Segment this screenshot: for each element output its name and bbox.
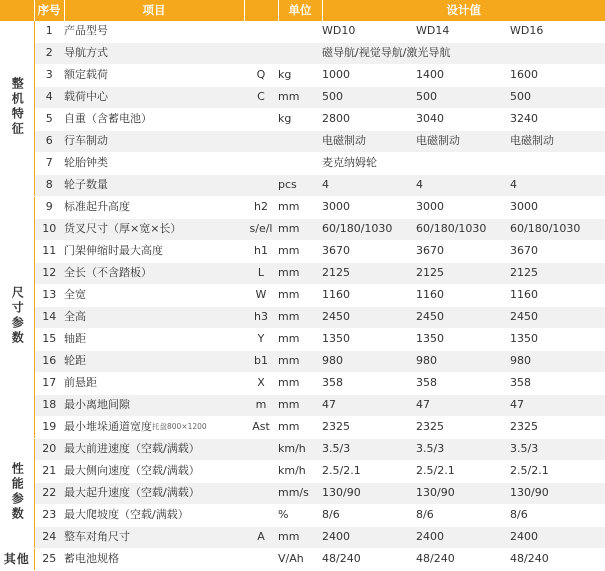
row-unit: mm — [278, 395, 322, 417]
row-symbol: Ast — [244, 417, 278, 439]
row-value-1: 130/90 — [322, 483, 416, 505]
row-item: 最大前进速度（空载/满载） — [64, 439, 244, 461]
row-value-2: 2450 — [416, 307, 510, 329]
row-value-2: 3000 — [416, 197, 510, 219]
table-row — [0, 505, 605, 527]
row-item: 货叉尺寸（厚×宽×长） — [64, 219, 244, 241]
row-no: 13 — [34, 285, 64, 307]
row-no: 17 — [34, 373, 64, 395]
row-unit — [278, 153, 322, 175]
row-item: 最大爬坡度（空载/满载） — [64, 505, 244, 527]
row-value-3: 3670 — [510, 241, 605, 263]
row-no: 21 — [34, 461, 64, 483]
table-row — [0, 219, 605, 241]
row-value-1: 3670 — [322, 241, 416, 263]
row-item: 标准起升高度 — [64, 197, 244, 219]
row-value-2: 980 — [416, 351, 510, 373]
row-no: 2 — [34, 43, 64, 65]
row-no: 20 — [34, 439, 64, 461]
row-value-3: 48/240 — [510, 549, 605, 571]
row-no: 23 — [34, 505, 64, 527]
row-value-3: 1350 — [510, 329, 605, 351]
group-label-dimensions: 尺寸参数 — [0, 197, 34, 439]
table-row — [0, 21, 605, 43]
row-item-label: 最小堆垛通道宽度 — [64, 420, 152, 434]
row-symbol: C — [244, 87, 278, 109]
row-unit: mm — [278, 329, 322, 351]
row-value-3: 8/6 — [510, 505, 605, 527]
row-no: 14 — [34, 307, 64, 329]
table-row — [0, 417, 605, 439]
row-value-2: 48/240 — [416, 549, 510, 571]
row-symbol: h2 — [244, 197, 278, 219]
table-row — [0, 329, 605, 351]
row-item: 导航方式 — [64, 43, 244, 65]
row-value-2: WD14 — [416, 21, 510, 43]
row-value-1: 47 — [322, 395, 416, 417]
row-value-1: 2450 — [322, 307, 416, 329]
table-row — [0, 175, 605, 197]
row-no: 15 — [34, 329, 64, 351]
row-value-3: 1600 — [510, 65, 605, 87]
row-item: 轮距 — [64, 351, 244, 373]
row-value-2: 500 — [416, 87, 510, 109]
row-value-2: 2325 — [416, 417, 510, 439]
row-item: 轮子数量 — [64, 175, 244, 197]
row-value-1: 2.5/2.1 — [322, 461, 416, 483]
row-value-1: 3000 — [322, 197, 416, 219]
table-row — [0, 131, 605, 153]
row-value-3: 3240 — [510, 109, 605, 131]
row-no: 1 — [34, 21, 64, 43]
row-unit — [278, 43, 322, 65]
row-value-1: 2325 — [322, 417, 416, 439]
row-unit: V/Ah — [278, 549, 322, 571]
row-item: 轴距 — [64, 329, 244, 351]
row-no: 5 — [34, 109, 64, 131]
table-row — [0, 285, 605, 307]
row-value-3: 1160 — [510, 285, 605, 307]
row-item: 最小离地间隙 — [64, 395, 244, 417]
row-symbol: W — [244, 285, 278, 307]
row-unit: mm — [278, 285, 322, 307]
row-value-3: 2325 — [510, 417, 605, 439]
row-value-2: 1160 — [416, 285, 510, 307]
row-value-2: 60/180/1030 — [416, 219, 510, 241]
row-value-1: 358 — [322, 373, 416, 395]
row-item: 门架伸缩时最大高度 — [64, 241, 244, 263]
row-value-2: 3040 — [416, 109, 510, 131]
row-item: 全宽 — [64, 285, 244, 307]
row-no: 10 — [34, 219, 64, 241]
row-value-1: 3.5/3 — [322, 439, 416, 461]
row-symbol — [244, 131, 278, 153]
row-no: 22 — [34, 483, 64, 505]
header-item: 项目 — [64, 0, 244, 21]
row-symbol — [244, 461, 278, 483]
row-item: 前悬距 — [64, 373, 244, 395]
row-item: 轮胎钟类 — [64, 153, 244, 175]
row-value-3: 2450 — [510, 307, 605, 329]
row-symbol — [244, 175, 278, 197]
row-unit: kg — [278, 109, 322, 131]
row-no: 8 — [34, 175, 64, 197]
row-unit — [278, 131, 322, 153]
row-item: 载荷中心 — [64, 87, 244, 109]
row-value-2: 1350 — [416, 329, 510, 351]
row-value-2: 358 — [416, 373, 510, 395]
table-row — [0, 307, 605, 329]
table-row — [0, 439, 605, 461]
row-symbol: s/e/l — [244, 219, 278, 241]
row-item: 最大侧向速度（空载/满载） — [64, 461, 244, 483]
row-value-3: 4 — [510, 175, 605, 197]
row-value-3: 电磁制动 — [510, 131, 605, 153]
row-unit: mm — [278, 197, 322, 219]
row-item — [64, 417, 244, 439]
row-value-2: 电磁制动 — [416, 131, 510, 153]
table-header — [0, 0, 605, 21]
row-value-1: 8/6 — [322, 505, 416, 527]
row-unit: mm — [278, 87, 322, 109]
row-symbol: X — [244, 373, 278, 395]
row-symbol — [244, 153, 278, 175]
row-item: 最大起升速度（空载/满载） — [64, 483, 244, 505]
header-values: 设计值 — [322, 0, 605, 21]
row-item: 全长（不含踏板） — [64, 263, 244, 285]
table-row — [0, 461, 605, 483]
row-no: 6 — [34, 131, 64, 153]
row-no: 18 — [34, 395, 64, 417]
row-value-1: 60/180/1030 — [322, 219, 416, 241]
group-label-performance: 性能参数 — [0, 439, 34, 549]
row-value-2: 2400 — [416, 527, 510, 549]
row-value-3: 60/180/1030 — [510, 219, 605, 241]
row-unit: % — [278, 505, 322, 527]
row-value-1: 2800 — [322, 109, 416, 131]
row-item: 自重（含蓄电池） — [64, 109, 244, 131]
row-no: 9 — [34, 197, 64, 219]
row-value-3: 130/90 — [510, 483, 605, 505]
row-value-2: 2125 — [416, 263, 510, 285]
header-symbol — [244, 0, 278, 21]
row-value-1: 500 — [322, 87, 416, 109]
row-symbol: b1 — [244, 351, 278, 373]
row-item: 蓄电池规格 — [64, 549, 244, 571]
row-value-3: 500 — [510, 87, 605, 109]
row-value-3: 3000 — [510, 197, 605, 219]
row-value-2: 47 — [416, 395, 510, 417]
table-row — [0, 263, 605, 285]
row-no: 3 — [34, 65, 64, 87]
table-row — [0, 483, 605, 505]
row-unit: kg — [278, 65, 322, 87]
row-symbol: Y — [244, 329, 278, 351]
row-unit: mm — [278, 307, 322, 329]
row-value-3: 3.5/3 — [510, 439, 605, 461]
row-value-2: 4 — [416, 175, 510, 197]
row-unit: mm — [278, 263, 322, 285]
table-row — [0, 241, 605, 263]
row-item: 行车制动 — [64, 131, 244, 153]
row-unit: mm — [278, 527, 322, 549]
row-symbol — [244, 549, 278, 571]
row-value-2: 3.5/3 — [416, 439, 510, 461]
row-symbol — [244, 439, 278, 461]
row-value-3: 2400 — [510, 527, 605, 549]
table-row — [0, 65, 605, 87]
table-row — [0, 43, 605, 65]
row-value-1: 1160 — [322, 285, 416, 307]
row-no: 11 — [34, 241, 64, 263]
row-value-1: 1350 — [322, 329, 416, 351]
row-no: 12 — [34, 263, 64, 285]
row-unit: pcs — [278, 175, 322, 197]
header-no: 序号 — [34, 0, 64, 21]
row-value-2: 130/90 — [416, 483, 510, 505]
group-label-other: 其他 — [0, 549, 34, 571]
row-value-3: 358 — [510, 373, 605, 395]
row-symbol — [244, 21, 278, 43]
row-value-2: 8/6 — [416, 505, 510, 527]
table-row — [0, 351, 605, 373]
group-label-machine: 整机特征 — [0, 21, 34, 197]
row-unit: mm/s — [278, 483, 322, 505]
row-value-3: 980 — [510, 351, 605, 373]
row-value-1: 磁导航/视觉导航/激光导航 — [322, 43, 605, 65]
row-no: 7 — [34, 153, 64, 175]
row-value-3: 2125 — [510, 263, 605, 285]
row-unit — [278, 21, 322, 43]
row-unit: km/h — [278, 439, 322, 461]
row-value-2: 2.5/2.1 — [416, 461, 510, 483]
table-row — [0, 87, 605, 109]
row-symbol — [244, 109, 278, 131]
row-value-1: 1000 — [322, 65, 416, 87]
row-value-3: 47 — [510, 395, 605, 417]
row-item: 额定载荷 — [64, 65, 244, 87]
row-no: 25 — [34, 549, 64, 571]
row-symbol: m — [244, 395, 278, 417]
row-value-1: 2400 — [322, 527, 416, 549]
table-row — [0, 373, 605, 395]
row-item: 全高 — [64, 307, 244, 329]
row-value-1: WD10 — [322, 21, 416, 43]
row-item: 产品型号 — [64, 21, 244, 43]
row-symbol — [244, 483, 278, 505]
row-symbol: L — [244, 263, 278, 285]
row-no: 24 — [34, 527, 64, 549]
row-value-2: 1400 — [416, 65, 510, 87]
row-symbol: Q — [244, 65, 278, 87]
table-row — [0, 527, 605, 549]
row-unit: mm — [278, 417, 322, 439]
row-value-1: 48/240 — [322, 549, 416, 571]
table-row — [0, 109, 605, 131]
header-group — [0, 0, 34, 21]
row-item-note: 托盘800×1200 — [152, 422, 207, 432]
row-symbol: h1 — [244, 241, 278, 263]
row-value-1: 4 — [322, 175, 416, 197]
row-value-3: 2.5/2.1 — [510, 461, 605, 483]
row-unit: mm — [278, 373, 322, 395]
row-symbol: A — [244, 527, 278, 549]
row-value-1: 980 — [322, 351, 416, 373]
table-row — [0, 549, 605, 571]
row-item: 整车对角尺寸 — [64, 527, 244, 549]
table-body — [0, 21, 605, 571]
table-row — [0, 395, 605, 417]
row-no: 4 — [34, 87, 64, 109]
row-value-2: 3670 — [416, 241, 510, 263]
row-value-1: 麦克纳姆轮 — [322, 153, 605, 175]
header-unit: 单位 — [278, 0, 322, 21]
row-symbol: h3 — [244, 307, 278, 329]
row-symbol — [244, 43, 278, 65]
row-unit: mm — [278, 241, 322, 263]
row-value-1: 2125 — [322, 263, 416, 285]
row-unit: km/h — [278, 461, 322, 483]
row-no: 19 — [34, 417, 64, 439]
row-unit: mm — [278, 219, 322, 241]
table-row — [0, 197, 605, 219]
row-symbol — [244, 505, 278, 527]
row-value-3: WD16 — [510, 21, 605, 43]
row-unit: mm — [278, 351, 322, 373]
row-value-1: 电磁制动 — [322, 131, 416, 153]
table-row — [0, 153, 605, 175]
row-no: 16 — [34, 351, 64, 373]
